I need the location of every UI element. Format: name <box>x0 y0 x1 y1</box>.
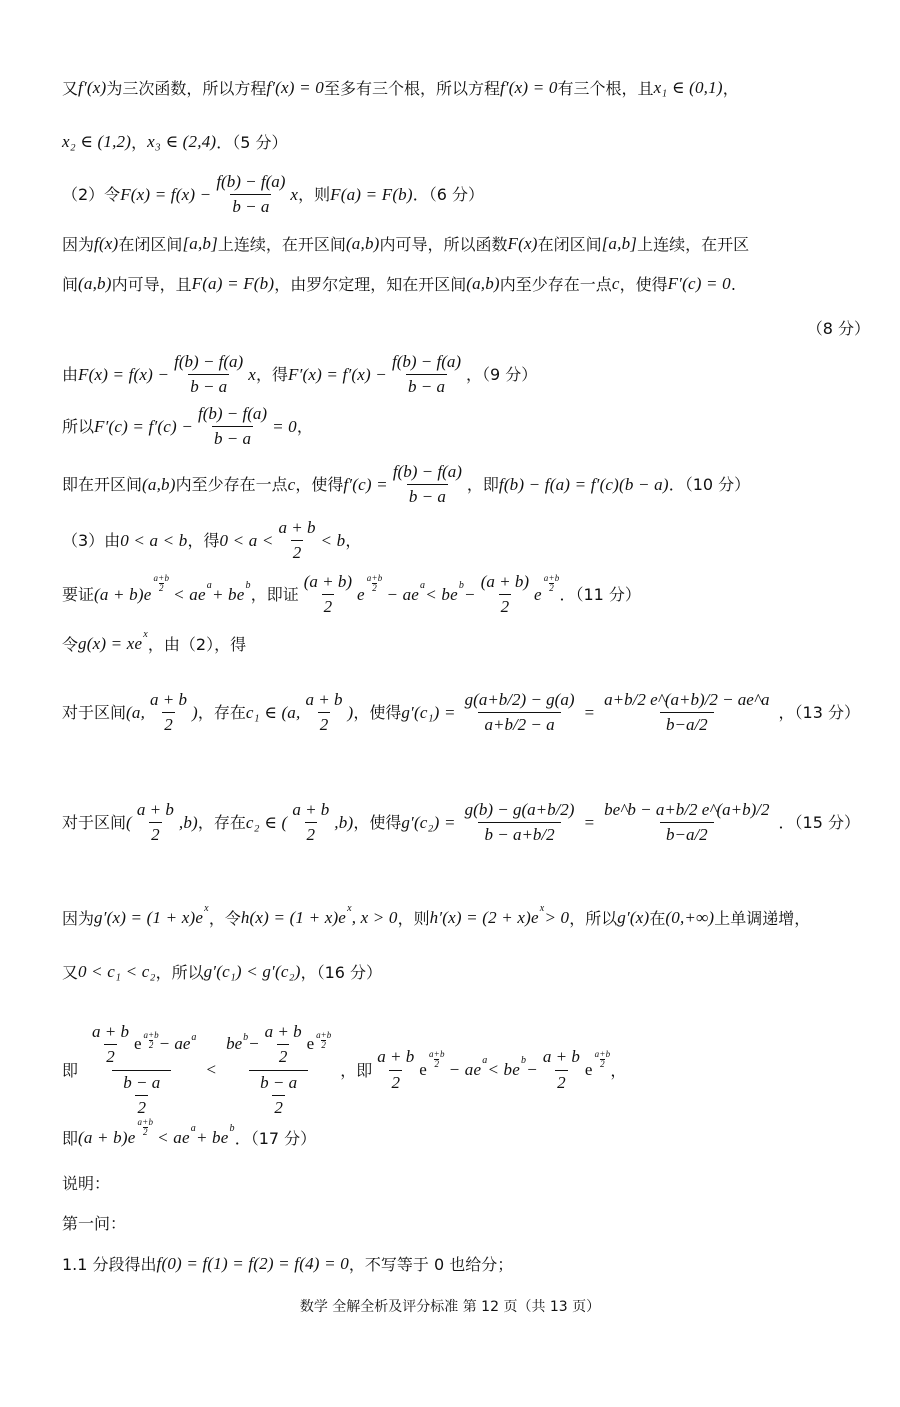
math: ,b) <box>178 812 198 832</box>
denominator: 2 <box>104 1044 117 1067</box>
math: + be <box>195 1128 229 1147</box>
fraction <box>90 1022 131 1068</box>
fraction <box>277 518 318 564</box>
exponent: b <box>245 579 251 591</box>
exp-num: a+b <box>594 1048 611 1059</box>
exponent: x <box>347 903 352 915</box>
numerator: $be^b-$ $\frac{a + b}{2}$ e $\frac{a+b}{2}$ <box>226 1022 332 1067</box>
math: (a + b)e <box>94 584 152 604</box>
exp-num: a+b <box>137 1116 154 1127</box>
math: c <box>287 474 296 494</box>
exp-num: a+b <box>153 573 170 584</box>
text-line-20 <box>62 1214 880 1233</box>
fraction <box>220 1022 337 1119</box>
text-line-9 <box>62 462 880 508</box>
numerator: f(b) − f(a) <box>216 172 286 191</box>
text-line-21 <box>62 1254 880 1274</box>
math: f′(x) <box>78 78 107 97</box>
exp-den: 2 <box>372 583 377 594</box>
text: ．（5 分） <box>216 132 288 152</box>
text: ，使得 <box>353 813 402 833</box>
math: 0 < c₁ < c₂ <box>78 962 156 981</box>
denominator: b − a <box>212 426 253 449</box>
denominator: b − a <box>230 194 271 217</box>
numerator: g(a+b/2) − g(a) <box>464 690 575 709</box>
denominator: 2 <box>135 1095 148 1118</box>
exp-den: 2 <box>148 1039 154 1050</box>
denominator: 2 <box>277 1044 290 1067</box>
text: 在闭区间 <box>118 234 183 254</box>
fraction <box>303 690 344 736</box>
exp-num: a+b <box>428 1048 445 1059</box>
math: < be <box>425 584 458 604</box>
fraction <box>391 462 464 508</box>
exponent-fraction <box>544 574 560 593</box>
math: [a,b] <box>182 234 218 253</box>
math: F(a) = F(b) <box>330 184 413 204</box>
denominator: b − a <box>406 374 447 397</box>
text: 上连续，在开区间 <box>217 234 346 254</box>
denominator: b − a+b/2 <box>478 822 560 845</box>
text: ，使得 <box>295 475 344 495</box>
math: (a, <box>126 702 146 722</box>
text: 令 <box>62 634 79 654</box>
text: ，所以 <box>569 908 618 928</box>
numerator: (a + b) <box>303 572 353 591</box>
text: ，即证 <box>250 585 299 605</box>
math: g′(c₁) = <box>401 702 456 722</box>
denominator: a+b/2 − a <box>478 712 560 735</box>
exponent-fraction <box>316 1031 331 1050</box>
text-line-4 <box>62 234 880 254</box>
text: 上单调递增， <box>714 908 811 928</box>
text: . <box>730 274 736 294</box>
denominator: 2 <box>149 822 162 845</box>
exponent: b <box>521 1055 527 1067</box>
math: (a,b) <box>466 274 500 293</box>
denominator: 2 <box>305 822 318 845</box>
text-line-19 <box>62 1174 880 1193</box>
text: ，存在 <box>197 703 246 723</box>
numerator: a + b <box>377 1047 415 1067</box>
numerator: f(b) − f(a) <box>174 352 244 371</box>
numerator: a + b <box>542 1047 580 1067</box>
exponent: x <box>539 903 545 915</box>
exp-den: 2 <box>434 1058 440 1069</box>
text-line-14 <box>62 800 880 846</box>
math: − ae <box>448 1060 482 1080</box>
text: 内至少存在一点 <box>499 274 612 294</box>
text-line-11 <box>62 572 880 618</box>
text: 所以 <box>62 417 95 437</box>
text: ．（17 分） <box>234 1128 317 1148</box>
math: (a + b)e <box>78 1128 136 1147</box>
math: f′(c) = <box>343 474 388 494</box>
math: = <box>583 702 596 722</box>
text: ，存在 <box>197 813 246 833</box>
text-line-10 <box>62 518 880 564</box>
text: 由 <box>62 365 79 385</box>
math: ( <box>126 812 132 832</box>
math: 0 < a < b <box>120 530 188 550</box>
text-line-5 <box>62 274 880 294</box>
text: （3）由 <box>62 531 121 551</box>
math: ,b) <box>334 812 354 832</box>
text: ，（9 分） <box>466 365 538 385</box>
math: x₂ ∈ (1,2) <box>62 132 132 151</box>
denominator: 2 <box>272 1095 285 1118</box>
text: 内至少存在一点 <box>175 475 288 495</box>
numerator: a + b <box>292 800 330 819</box>
numerator: f(b) − f(a) <box>391 352 462 371</box>
text: 又 <box>62 962 79 982</box>
text: ， <box>722 78 739 98</box>
math: c₁ ∈ (a, <box>245 702 301 722</box>
exponent: a <box>482 1055 488 1067</box>
math: f(b) − f(a) = f′(c)(b − a) <box>498 474 669 494</box>
denominator: b−a/2 <box>660 822 714 845</box>
exponent: a <box>420 579 426 591</box>
math: < ae <box>157 1128 190 1147</box>
fraction <box>302 572 354 618</box>
numerator: b − a <box>260 1072 298 1092</box>
math: − ae <box>386 584 420 604</box>
math: x₃ ∈ (2,4) <box>147 132 217 151</box>
exponent: b <box>229 1123 235 1135</box>
fraction <box>479 572 531 618</box>
text-line-3 <box>62 172 880 218</box>
exp-den: 2 <box>321 1039 326 1050</box>
text-line-2 <box>62 132 880 152</box>
math: [a,b] <box>601 234 638 253</box>
fraction <box>258 1073 299 1119</box>
math: F′(c) = 0 <box>667 274 731 293</box>
exp-den: 2 <box>600 1058 605 1069</box>
fraction <box>263 1022 304 1068</box>
text: 内可导，且 <box>111 274 192 294</box>
math: e <box>419 1060 427 1080</box>
exponent: b <box>458 579 465 591</box>
math: (a,b) <box>78 274 112 293</box>
math: x <box>290 184 299 204</box>
exponent-fraction <box>595 1050 611 1069</box>
fraction <box>459 690 581 736</box>
math: ) <box>192 702 198 722</box>
page-footer: 数学 全解全析及评分标准 第 12 页（共 13 页） <box>299 1299 601 1315</box>
text-line-17 <box>62 1022 880 1119</box>
text: ．（10 分） <box>668 475 751 495</box>
text: ，得 <box>255 365 288 385</box>
fraction <box>598 690 775 736</box>
fraction <box>541 1047 582 1093</box>
math: = 0 <box>272 416 297 436</box>
exp-num: a+b <box>366 573 383 584</box>
text: ，由（2），得 <box>147 634 247 654</box>
text-line-7 <box>62 352 880 398</box>
exp-num: a+b <box>316 1029 332 1040</box>
fraction <box>598 800 775 846</box>
text: ， <box>345 531 362 551</box>
math: g′(x) <box>617 908 650 927</box>
text: ．（15 分） <box>778 813 860 833</box>
text: 为三次函数，所以方程 <box>106 78 267 98</box>
numerator: a + b <box>92 1022 129 1041</box>
text: ，即 <box>340 1060 373 1080</box>
fraction <box>172 352 245 398</box>
numerator: b − a <box>123 1072 161 1092</box>
numerator: (a + b) <box>480 572 529 591</box>
exp-num: a+b <box>143 1029 159 1040</box>
math: g′(c₁) < g′(c₂) <box>203 962 301 981</box>
score-note: （8 分） <box>806 319 870 338</box>
numerator: a + b <box>305 690 343 709</box>
text: ， <box>131 132 148 152</box>
text: ，使得 <box>619 274 668 294</box>
denominator: 2 <box>322 594 335 617</box>
text: ， <box>610 1060 627 1080</box>
numerator: f(b) − f(a) <box>198 404 268 423</box>
text: ．（6 分） <box>412 185 485 205</box>
text: ，（16 分） <box>300 962 383 982</box>
text: 对于区间 <box>62 703 127 723</box>
math: < b <box>320 530 346 550</box>
math: 0 < a < <box>219 530 274 550</box>
text: ，所以 <box>155 962 204 982</box>
math: > 0 <box>544 908 570 927</box>
text: ，使得 <box>353 703 402 723</box>
numerator: be^b − a+b/2 e^(a+b)/2 <box>604 800 770 819</box>
fraction <box>459 800 581 846</box>
math: h′(x) = (2 + x)e <box>429 908 539 927</box>
math: + be <box>211 584 245 604</box>
math: g′(x) = (1 + x)e <box>94 908 204 927</box>
math: f(x) <box>94 234 119 253</box>
text: 因为 <box>62 908 95 928</box>
exponent: a <box>191 1031 197 1043</box>
text: 1.1 分段得出 <box>62 1254 157 1274</box>
text: 要证 <box>62 585 95 605</box>
exponent-fraction <box>429 1050 445 1069</box>
math: (a,b) <box>345 234 380 253</box>
text: （2）令 <box>62 185 121 205</box>
text-line-8 <box>62 404 880 450</box>
math: f′(x) = 0 <box>266 78 324 97</box>
exponent-fraction <box>137 1118 153 1137</box>
exponent-fraction <box>367 574 383 593</box>
exponent: x <box>204 903 209 915</box>
math: F′(x) = f′(x) − <box>287 364 387 384</box>
exponent: a <box>206 579 212 591</box>
math: x <box>248 364 256 384</box>
denominator: b−a/2 <box>660 712 714 735</box>
text: ，则 <box>397 908 430 928</box>
math: − <box>526 1060 538 1080</box>
exponent: a <box>190 1123 196 1135</box>
math: x₁ ∈ (0,1) <box>653 78 723 97</box>
text: 即 <box>62 1128 79 1148</box>
math: f′(x) = 0 <box>499 78 558 97</box>
math: (0,+∞) <box>665 908 715 927</box>
exp-den: 2 <box>158 583 164 594</box>
math: g(x) = xe <box>78 634 143 653</box>
fraction <box>290 800 331 846</box>
math: f(0) = f(1) = f(2) = f(4) = 0 <box>156 1254 349 1273</box>
text: ，得 <box>187 531 220 551</box>
fraction <box>375 1047 416 1093</box>
text: 有三个根，且 <box>557 78 654 98</box>
math: − ae <box>158 1033 191 1053</box>
exponent: x <box>143 629 148 641</box>
numerator: a+b/2 e^(a+b)/2 − ae^a <box>604 690 770 709</box>
denominator: 2 <box>291 540 304 563</box>
math: c <box>611 274 620 293</box>
math: , x > 0 <box>351 908 398 927</box>
text: 间 <box>62 274 79 294</box>
text: ，即 <box>466 475 499 495</box>
text: 因为 <box>62 234 95 254</box>
denominator <box>249 1070 308 1119</box>
exp-den: 2 <box>142 1126 148 1137</box>
text: 在 <box>649 908 666 928</box>
exponent: b <box>243 1031 249 1043</box>
fraction <box>196 404 269 450</box>
math: (a,b) <box>142 474 176 494</box>
text: 即 <box>62 1060 79 1080</box>
math: < <box>205 1060 218 1080</box>
numerator: a + b <box>136 800 174 819</box>
text-line-1 <box>62 78 880 98</box>
text: 第一问： <box>62 1214 127 1233</box>
math: e <box>357 584 365 604</box>
denominator: 2 <box>499 594 512 617</box>
numerator: g(b) − g(a+b/2) <box>464 800 575 819</box>
denominator: 2 <box>555 1070 568 1093</box>
numerator: a + b <box>150 690 188 709</box>
text: ，则 <box>298 185 331 205</box>
fraction <box>214 172 287 218</box>
text: 即在开区间 <box>62 475 143 495</box>
text-line-18 <box>62 1116 880 1148</box>
math: be <box>226 1033 243 1053</box>
fraction <box>81 1022 202 1119</box>
text: 说明： <box>62 1174 111 1193</box>
math: F(x) = f(x) − <box>78 364 170 384</box>
math: < ae <box>173 584 206 604</box>
denominator: b − a <box>188 374 229 397</box>
exponent-fraction <box>153 574 169 593</box>
text-line-15 <box>62 903 880 928</box>
math: e <box>534 584 542 604</box>
numerator: $\frac{a + b}{2}$ e $\frac{a+b}{2}$ − $ae^a$ <box>92 1022 197 1067</box>
text: 上连续，在开区 <box>637 234 750 254</box>
denominator: 2 <box>162 712 175 735</box>
text: 对于区间 <box>62 813 127 833</box>
text: 又 <box>62 78 79 98</box>
fraction <box>148 690 189 736</box>
text: 在闭区间 <box>537 234 602 254</box>
exp-den: 2 <box>549 583 554 594</box>
numerator: f(b) − f(a) <box>392 462 462 481</box>
math: F(x) <box>507 234 538 253</box>
denominator: 2 <box>389 1070 402 1093</box>
denominator: 2 <box>318 712 331 735</box>
text: ，由罗尔定理，知在开区间 <box>274 274 467 294</box>
fraction <box>135 800 176 846</box>
text: ．（11 分） <box>559 585 641 605</box>
text-line-13 <box>62 690 880 736</box>
math: F′(c) = f′(c) − <box>94 416 193 436</box>
numerator: a + b <box>278 518 316 537</box>
math: e <box>584 1060 593 1080</box>
math: ) <box>347 702 354 722</box>
denominator <box>112 1070 171 1119</box>
exponent-fraction <box>144 1031 159 1050</box>
exp-num: a+b <box>543 573 560 584</box>
math: = <box>583 812 596 832</box>
math: < be <box>487 1060 521 1080</box>
math: − <box>464 584 476 604</box>
text: 至多有三个根，所以方程 <box>323 78 500 98</box>
math: − <box>248 1033 260 1053</box>
denominator: b − a <box>407 484 448 507</box>
fraction <box>390 352 463 398</box>
math: c₂ ∈ ( <box>245 812 288 832</box>
text-line-12 <box>62 629 880 654</box>
math: F(a) = F(b) <box>191 274 275 293</box>
text: 内可导，所以函数 <box>379 234 508 254</box>
math: h(x) = (1 + x)e <box>240 908 347 927</box>
text: ，不写等于 0 也给分； <box>348 1254 514 1274</box>
numerator: a + b <box>264 1022 302 1041</box>
text: ， <box>296 417 313 437</box>
math: g′(c₂) = <box>401 812 456 832</box>
fraction <box>121 1073 162 1119</box>
math: F(x) = f(x) − <box>120 184 212 204</box>
text: ，（13 分） <box>778 703 860 723</box>
text: ，令 <box>208 908 241 928</box>
text-line-16 <box>62 962 880 982</box>
